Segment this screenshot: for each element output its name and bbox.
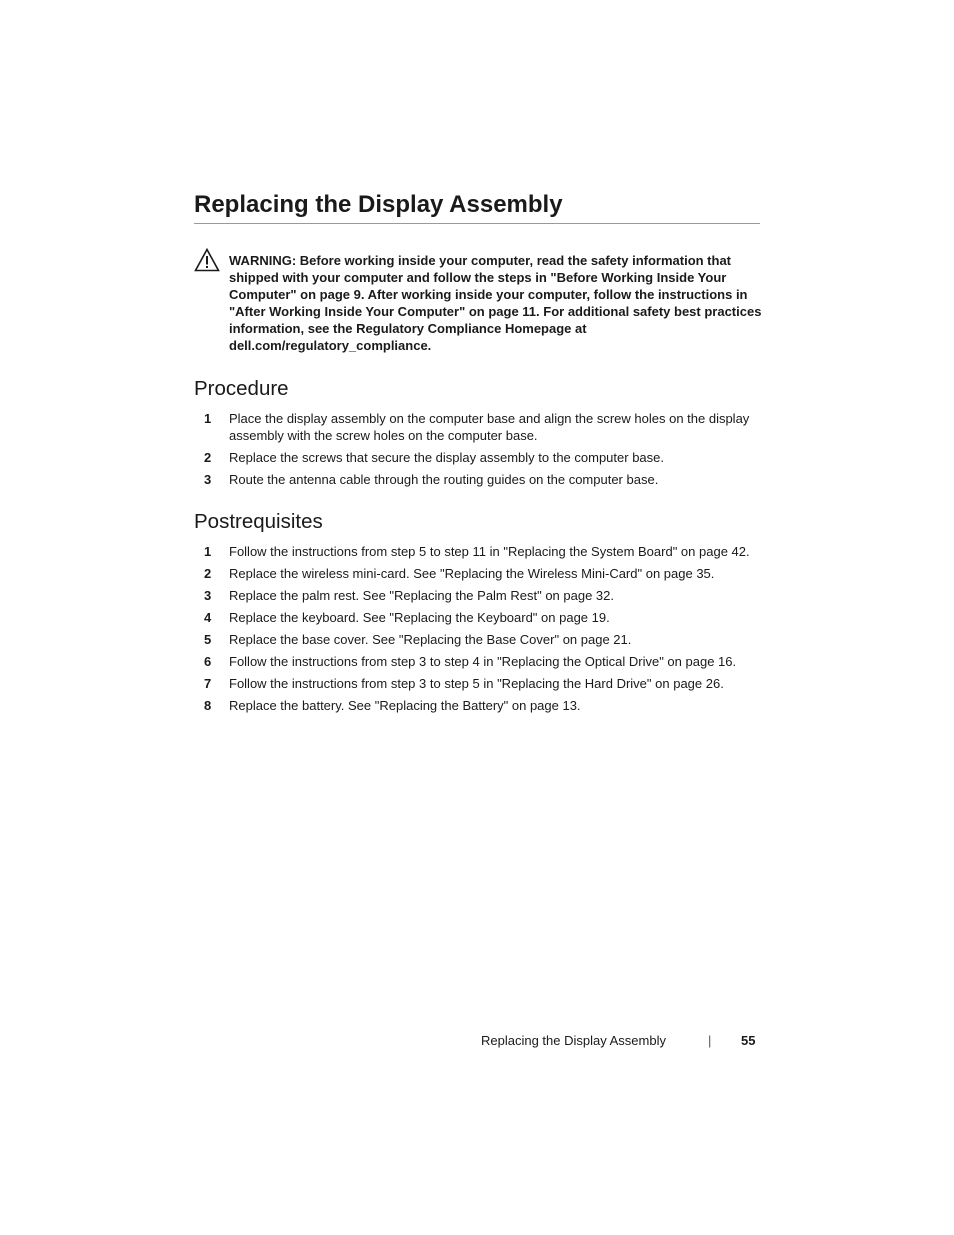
footer-section-title: Replacing the Display Assembly (481, 1033, 666, 1048)
list-item (194, 587, 764, 604)
step-text: Follow the instructions from step 3 to step 4 in "Replacing the Optical Drive" on page 16. (229, 654, 737, 669)
step-text: Route the antenna cable through the routing guides on the computer base. (229, 472, 659, 487)
postrequisites-heading: Postrequisites (194, 510, 323, 533)
step-number: 1 (204, 411, 212, 426)
step-text: Replace the keyboard. See "Replacing the Keyboard" on page 19. (229, 610, 610, 625)
step-text: Replace the base cover. See "Replacing the Base Cover" on page 21. (229, 632, 632, 647)
warning-triangle-icon (194, 248, 220, 272)
step-number: 8 (204, 698, 212, 713)
step-text: Replace the screws that secure the display assembly to the computer base. (229, 450, 664, 465)
list-item (194, 449, 764, 466)
procedure-heading: Procedure (194, 377, 289, 400)
list-item (194, 609, 764, 626)
list-item (194, 653, 764, 670)
list-item (194, 697, 764, 714)
list-item (194, 410, 764, 444)
list-item (194, 471, 764, 488)
procedure-steps (194, 410, 764, 493)
step-text: Replace the battery. See "Replacing the Battery" on page 13. (229, 698, 581, 713)
list-item (194, 565, 764, 582)
step-text: Replace the wireless mini-card. See "Replacing the Wireless Mini-Card" on page 35. (229, 566, 715, 581)
list-item (194, 631, 764, 648)
warning-text: WARNING: Before working inside your computer, read the safety information that shipped with your computer and follow the steps in "Before Working Inside Your Computer" on page 9. After working inside your computer, follow the instructions in "After Working Inside Your Computer" on page 11. For additional safety best practices information, see the Regulatory Compliance Homepage at dell.com/regulatory_compliance. (229, 253, 762, 353)
step-number: 5 (204, 632, 212, 647)
page-number: 55 (741, 1033, 756, 1048)
list-item (194, 675, 764, 692)
list-item (194, 543, 764, 560)
step-text: Follow the instructions from step 5 to step 11 in "Replacing the System Board" on page 42. (229, 544, 750, 559)
step-number: 7 (204, 676, 212, 691)
step-number: 1 (204, 544, 212, 559)
step-number: 3 (204, 588, 212, 603)
step-text: Replace the palm rest. See "Replacing the Palm Rest" on page 32. (229, 588, 615, 603)
step-text: Follow the instructions from step 3 to step 5 in "Replacing the Hard Drive" on page 26. (229, 676, 724, 691)
step-number: 2 (204, 450, 212, 465)
postrequisites-steps (194, 543, 764, 719)
step-text: Place the display assembly on the computer base and align the screw holes on the display assembly with the screw holes on the computer base. (229, 411, 750, 443)
step-number: 6 (204, 654, 212, 669)
step-number: 4 (204, 610, 212, 625)
title-divider (194, 223, 760, 224)
step-number: 3 (204, 472, 212, 487)
step-number: 2 (204, 566, 212, 581)
footer-separator: | (708, 1033, 712, 1048)
page-title: Replacing the Display Assembly (194, 191, 563, 218)
